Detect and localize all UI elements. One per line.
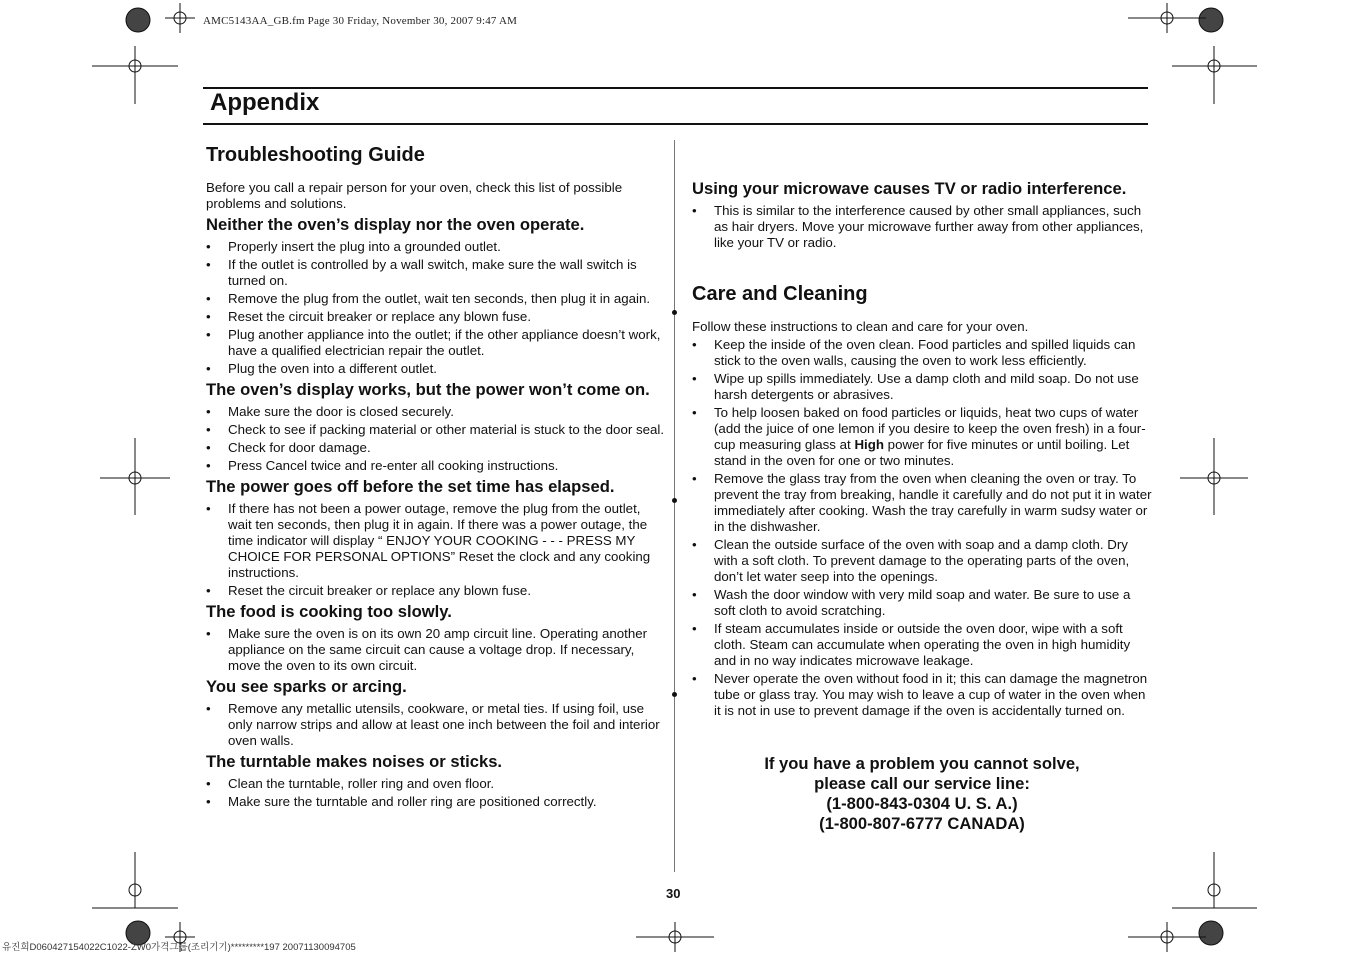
- list-item: • Press Cancel twice and re-enter all cooking instructions.: [206, 458, 666, 474]
- page-title: Appendix: [210, 89, 320, 116]
- list-item: • Properly insert the plug into a grounded outlet.: [206, 239, 666, 255]
- interference-list: [692, 203, 1152, 251]
- list-item: • Wash the door window with very mild soap and water. Be sure to use a soft cloth to avoid scratching.: [692, 587, 1152, 619]
- punch-dot: [672, 498, 677, 503]
- list-item: • Remove any metallic utensils, cookware, or metal ties. If using foil, use only narrow strips and allow at least one inch between the foil and interior oven walls.: [206, 701, 666, 749]
- list-item: • Wipe up spills immediately. Use a damp cloth and mild soap. Do not use harsh detergents or abrasives.: [692, 371, 1152, 403]
- section-list: [206, 501, 666, 599]
- troubleshooting-column: [206, 142, 666, 812]
- section-heading: The turntable makes noises or sticks.: [206, 752, 503, 771]
- section-heading: You see sparks or arcing.: [206, 677, 407, 696]
- list-item: • Make sure the door is closed securely.: [206, 404, 666, 420]
- list-item: • Check to see if packing material or other material is stuck to the door seal.: [206, 422, 666, 438]
- file-header: AMC5143AA_GB.fm Page 30 Friday, November 30, 2007 9:47 AM: [203, 15, 518, 27]
- list-item: • Reset the circuit breaker or replace any blown fuse.: [206, 583, 666, 599]
- list-item: • If there has not been a power outage, remove the plug from the outlet, wait ten seconds, then plug it in again. If there was a power outage, the time indicator will display “ ENJOY YOUR COOKING - - - PRESS MY CHOICE FOR PERSONAL OPTIONS” Reset the clock and any cooking instructions.: [206, 501, 666, 581]
- power-level-label: High: [854, 437, 884, 452]
- section-heading: The power goes off before the set time has elapsed.: [206, 477, 615, 496]
- section-list: [206, 404, 666, 474]
- list-item: • Remove the glass tray from the oven when cleaning the oven or tray. To prevent the tray from breaking, handle it carefully and do not put it in water immediately after cooking. Wash the tray carefully in warm sudsy water or in the dishwasher.: [692, 471, 1152, 535]
- list-item: • This is similar to the interference caused by other small appliances, such as hair dryers. Move your microwave further away from other appliances, like your TV or radio.: [692, 203, 1152, 251]
- list-item: • If steam accumulates inside or outside the oven door, wipe with a soft cloth. Steam can accumulate when operating the oven in high humidity and in no way indicates microwave leakage.: [692, 621, 1152, 669]
- care-intro: Follow these instructions to clean and care for your oven.: [692, 319, 1029, 334]
- list-item: • Keep the inside of the oven clean. Food particles and spilled liquids can stick to the oven walls, causing the oven to work less efficiently.: [692, 337, 1152, 369]
- title-rule-bottom: [203, 123, 1148, 125]
- list-item: • Clean the turntable, roller ring and oven floor.: [206, 776, 666, 792]
- page-number: 30: [666, 886, 681, 901]
- list-item: • Plug the oven into a different outlet.: [206, 361, 666, 377]
- right-column: [692, 178, 1152, 721]
- list-item: • Remove the plug from the outlet, wait ten seconds, then plug it in again.: [206, 291, 666, 307]
- section-list: [206, 239, 666, 377]
- list-item-text: power for five minutes or until boiling. Let stand in the oven for one or two minutes.: [714, 437, 1130, 468]
- list-item: • If the outlet is controlled by a wall switch, make sure the wall switch is turned on.: [206, 257, 666, 289]
- list-item: • Clean the outside surface of the oven with soap and a damp cloth. Dry with a soft cloth. To prevent damage to the operating parts of the oven, don’t let water seep into the openings.: [692, 537, 1152, 585]
- service-line-box: [692, 754, 1152, 834]
- service-phone-usa: (1-800-843-0304 U. S. A.): [826, 794, 1018, 813]
- list-item: • Check for door damage.: [206, 440, 666, 456]
- troubleshooting-intro: Before you call a repair person for your oven, check this list of possible problems and solutions.: [206, 180, 623, 211]
- punch-dot: [672, 692, 677, 697]
- section-heading: The oven’s display works, but the power won’t come on.: [206, 380, 650, 399]
- list-item: • Make sure the turntable and roller ring are positioned correctly.: [206, 794, 666, 810]
- column-divider: [674, 140, 675, 872]
- list-item: • Make sure the oven is on its own 20 amp circuit line. Operating another appliance on the same circuit can cause a voltage drop. If necessary, move the oven to its own circuit.: [206, 626, 666, 674]
- list-item: [692, 405, 1152, 469]
- punch-dot: [672, 310, 677, 315]
- list-item-text: To help loosen baked on food particles or liquids, heat two cups of water (add the juice of one lemon if you desire to keep the oven fresh) in a four-cup measuring glass at: [714, 405, 1146, 452]
- service-line-2: please call our service line:: [814, 774, 1030, 793]
- title-rule-top: [203, 87, 1148, 89]
- list-item: • Plug another appliance into the outlet; if the other appliance doesn’t work, have a qualified electrician repair the outlet.: [206, 327, 666, 359]
- section-list: [206, 701, 666, 749]
- list-item: • Reset the circuit breaker or replace any blown fuse.: [206, 309, 666, 325]
- service-phone-canada: (1-800-807-6777 CANADA): [819, 814, 1025, 833]
- care-list: [692, 337, 1152, 719]
- list-item: • Never operate the oven without food in it; this can damage the magnetron tube or glass tray. You may wish to leave a cup of water in the oven when it is not in use to prevent damage if the oven is accidentally turned on.: [692, 671, 1152, 719]
- section-heading: The food is cooking too slowly.: [206, 602, 452, 621]
- troubleshooting-sections: [206, 214, 666, 810]
- service-line-1: If you have a problem you cannot solve,: [764, 754, 1080, 773]
- troubleshooting-title: Troubleshooting Guide: [206, 144, 425, 166]
- care-title: Care and Cleaning: [692, 283, 868, 305]
- footer-code: 유진희D060427154022C1022-ZW0가격그룹(조리기기)*********197 20071130094705: [2, 942, 356, 953]
- interference-heading: Using your microwave causes TV or radio interference.: [692, 179, 1127, 198]
- section-heading: Neither the oven’s display nor the oven operate.: [206, 215, 585, 234]
- section-list: [206, 776, 666, 810]
- section-list: [206, 626, 666, 674]
